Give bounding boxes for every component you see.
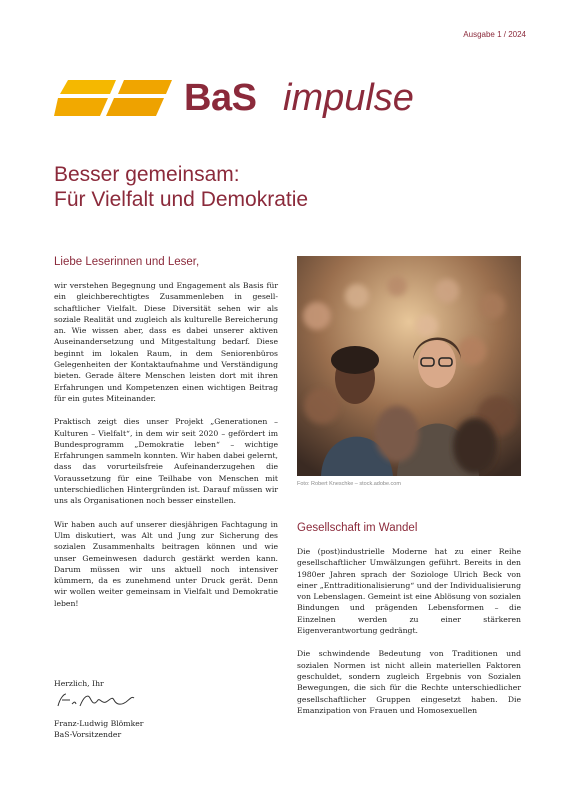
letter-column bbox=[54, 280, 278, 621]
headline-line-1: Besser gemeinsam: bbox=[54, 163, 240, 186]
photo-credit: Foto: Robert Kneschke – stock.adobe.com bbox=[297, 481, 401, 487]
signer-name: Franz-Ludwig Blömker bbox=[54, 719, 144, 728]
crowd-image-icon bbox=[297, 256, 521, 476]
letter-salutation: Liebe Leserinnen und Leser, bbox=[54, 256, 200, 268]
section-column bbox=[297, 546, 521, 728]
signature-icon bbox=[54, 690, 144, 712]
signer-block bbox=[54, 718, 143, 741]
letter-closing: Herzlich, Ihr bbox=[54, 679, 104, 688]
logo-blocks-icon bbox=[54, 80, 174, 118]
logo-sub-text: impulse bbox=[283, 77, 414, 119]
letter-paragraph-3: Wir haben auch auf unserer diesjährigen Fachtagung in Ulm diskutiert, was Alt und Jung zur Sicherung des sozialen Zusammenhalts beitragen können und wie unser Gemeinwesen dadurch gestärkt werden kann. Darum müssen wir uns aktuell noch intensiver kümmern, da es zunehmend unter Druck gerät. Denn wir wollen weiter gemeinsam in Vielfalt und Demokratie leben! bbox=[54, 519, 278, 608]
issue-label: Ausgabe 1 / 2024 bbox=[463, 30, 526, 39]
crowd-photo bbox=[297, 256, 521, 476]
headline-line-2: Für Vielfalt und Demokratie bbox=[54, 188, 309, 211]
section-paragraph-2: Die schwindende Bedeutung von Traditionen und sozialen Normen ist nicht allein materiellen Faktoren geschuldet, sondern zugleich Ergebnis von Sozialen Bewegungen, die sich für die Rechte unterschiedlicher gesellschaftlicher Gruppen eingesetzt haben. Die Emanzipation von Frauen und Homosexuellen bbox=[297, 649, 521, 715]
bas-impulse-logo bbox=[54, 70, 514, 126]
page-headline bbox=[54, 162, 514, 212]
signer-role: BaS-Vorsitzender bbox=[54, 730, 122, 740]
logo-brand-text: BaS bbox=[184, 77, 257, 119]
section-paragraph-1: Die (post)industrielle Moderne hat zu einer Reihe gesellschaftlicher Umwälzungen geführt. Bereits in den 1980er Jahren sprach der Soziologe Ulrich Beck von einer „Enttraditionalisierung“ und der Individualisierung von Lebenslagen. Gemeint ist eine Ablösung von sozialen Bindungen und prägenden Lebensformen – die Einzelnen werden zu einer stärkeren Eigenverantwortung gedrängt. bbox=[297, 547, 521, 636]
letter-paragraph-1: wir verstehen Begegnung und Engagement als Basis für ein gleichberechtigtes Zusammenleben in gesellschaftlicher Vielfalt. Diese Diversität sehen wir als soziale Realität und zugleich als kulturelle Bereicherung an. Wie wissen aber, dass es dabei unserer aktiven Auseinandersetzung und Mitgestaltung bedarf. Diese beginnt im lokalen Raum, in dem Seniorenbüros Gelegenheiten der Kontaktaufnahme und Verständigung bieten. Gerade ältere Menschen leisten dort mit ihren Erfahrungen und Kompetenzen einen wichtigen Beitrag für ein gutes Miteinander. bbox=[54, 281, 278, 403]
section-title: Gesellschaft im Wandel bbox=[297, 522, 418, 534]
letter-paragraph-2: Praktisch zeigt dies unser Projekt „Generationen – Kulturen – Vielfalt“, in dem wir seit 2020 – gefördert im Bundesprogramm „Demokratie leben“ – wichtige Erfahrungen sammeln konnten. Wir haben dabei gelernt, dass das vorurteilsfreie Aufeinanderzugehen die Voraussetzung für eine Teilhabe von Menschen mit unterschiedlichen Hintergründen ist. Darauf müssen wir uns als Organisationen noch besser einstellen. bbox=[54, 417, 278, 506]
